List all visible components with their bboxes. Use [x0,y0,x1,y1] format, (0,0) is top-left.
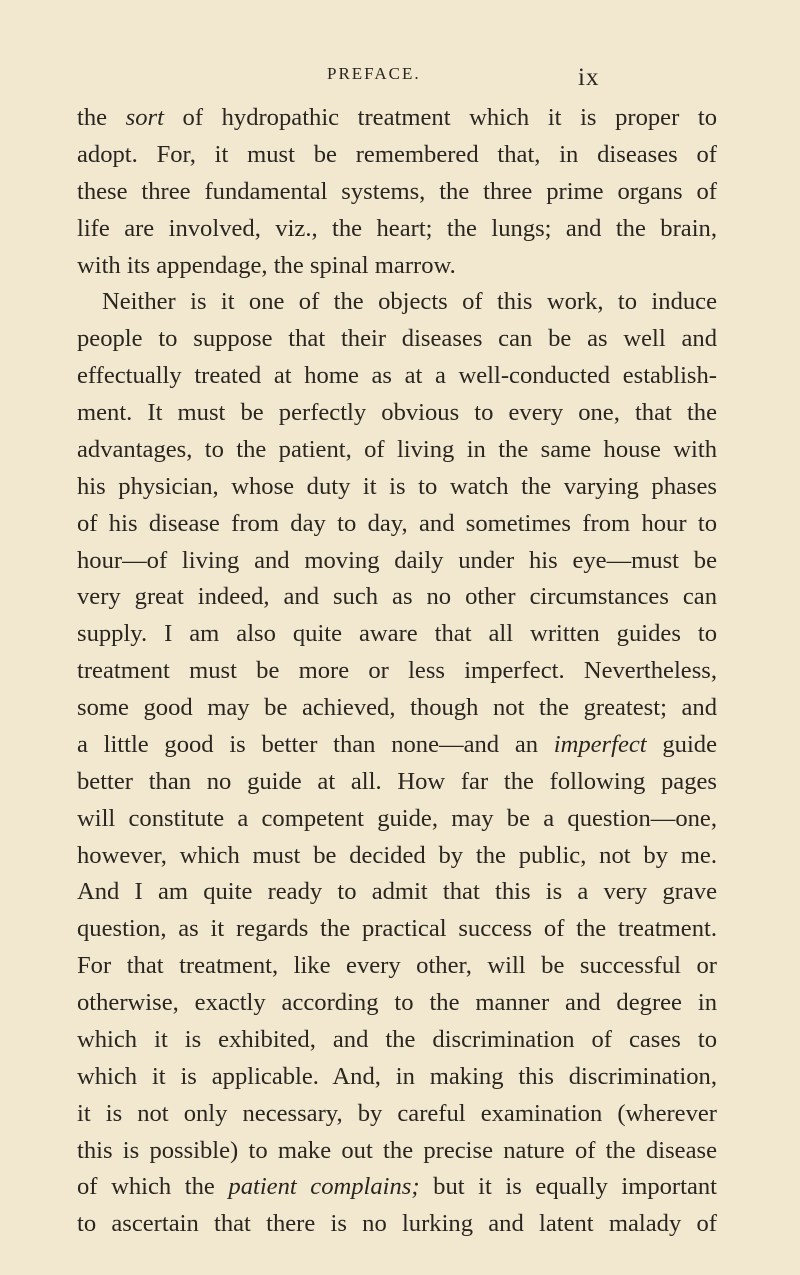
text-line-18: a little good is better than none—and an imperfect guide [77,730,717,758]
paragraph-start-line: Neither is it one of the objects of this work, to induce [102,288,717,316]
text-line-4: life are involved, viz., the heart; the lungs; and the brain, [77,214,717,242]
body-text [77,100,717,1243]
text-line-14: very great indeed, and such as no other circumstances can [77,583,717,611]
text-line-24: For that treatment, like every other, will be successful or [77,952,717,980]
text-line-26: which it is exhibited, and the discrimination of cases to [77,1025,717,1053]
text-line-9: ment. It must be perfectly obvious to every one, that the [77,399,717,426]
text-line-28: it is not only necessary, by careful examination (wherever [77,1099,717,1127]
text-line-16: treatment must be more or less imperfect. Nevertheless, [77,657,717,685]
text-line-17: some good may be achieved, though not the greatest; and [77,694,717,721]
text-line-22: And I am quite ready to admit that this is a very grave [77,878,717,906]
text-line-7: people to suppose that their diseases can be as well and [77,325,717,353]
text-line-3: these three fundamental systems, the three prime organs of [77,177,717,205]
text-line-13: hour—of living and moving daily under his eye—must be [77,546,717,574]
text-line-2: adopt. For, it must be remembered that, in diseases of [77,140,717,168]
text-line-12: of his disease from day to day, and sometimes from hour to [77,509,717,537]
text-line-29: this is possible) to make out the precise nature of the disease [77,1136,717,1164]
text-line-5: with its appendage, the spinal marrow. [77,251,456,279]
text-line-30: of which the patient complains; but it is equally important [77,1173,717,1201]
running-head [0,64,800,94]
text-line-15: supply. I am also quite aware that all written guides to [77,620,717,648]
text-line-21: however, which must be decided by the public, not by me. [77,841,717,869]
text-line-20: will constitute a competent guide, may be a question—one, [77,804,717,832]
text-line-1: the sort of hydropathic treatment which it is proper to [77,104,717,131]
text-line-23: question, as it regards the practical success of the treatment. [77,915,717,943]
text-line-8: effectually treated at home as at a well-conducted establish- [77,362,717,390]
text-line-31: to ascertain that there is no lurking and latent malady of [77,1210,717,1238]
text-line-19: better than no guide at all. How far the following pages [77,767,717,795]
text-line-27: which it is applicable. And, in making this discrimination, [77,1062,717,1090]
text-line-11: his physician, whose duty it is to watch the varying phases [77,472,717,500]
text-line-10: advantages, to the patient, of living in the same house with [77,435,717,463]
page-number: ix [578,64,600,91]
text-line-25: otherwise, exactly according to the manner and degree in [77,989,717,1016]
running-title: PREFACE. [327,64,421,83]
